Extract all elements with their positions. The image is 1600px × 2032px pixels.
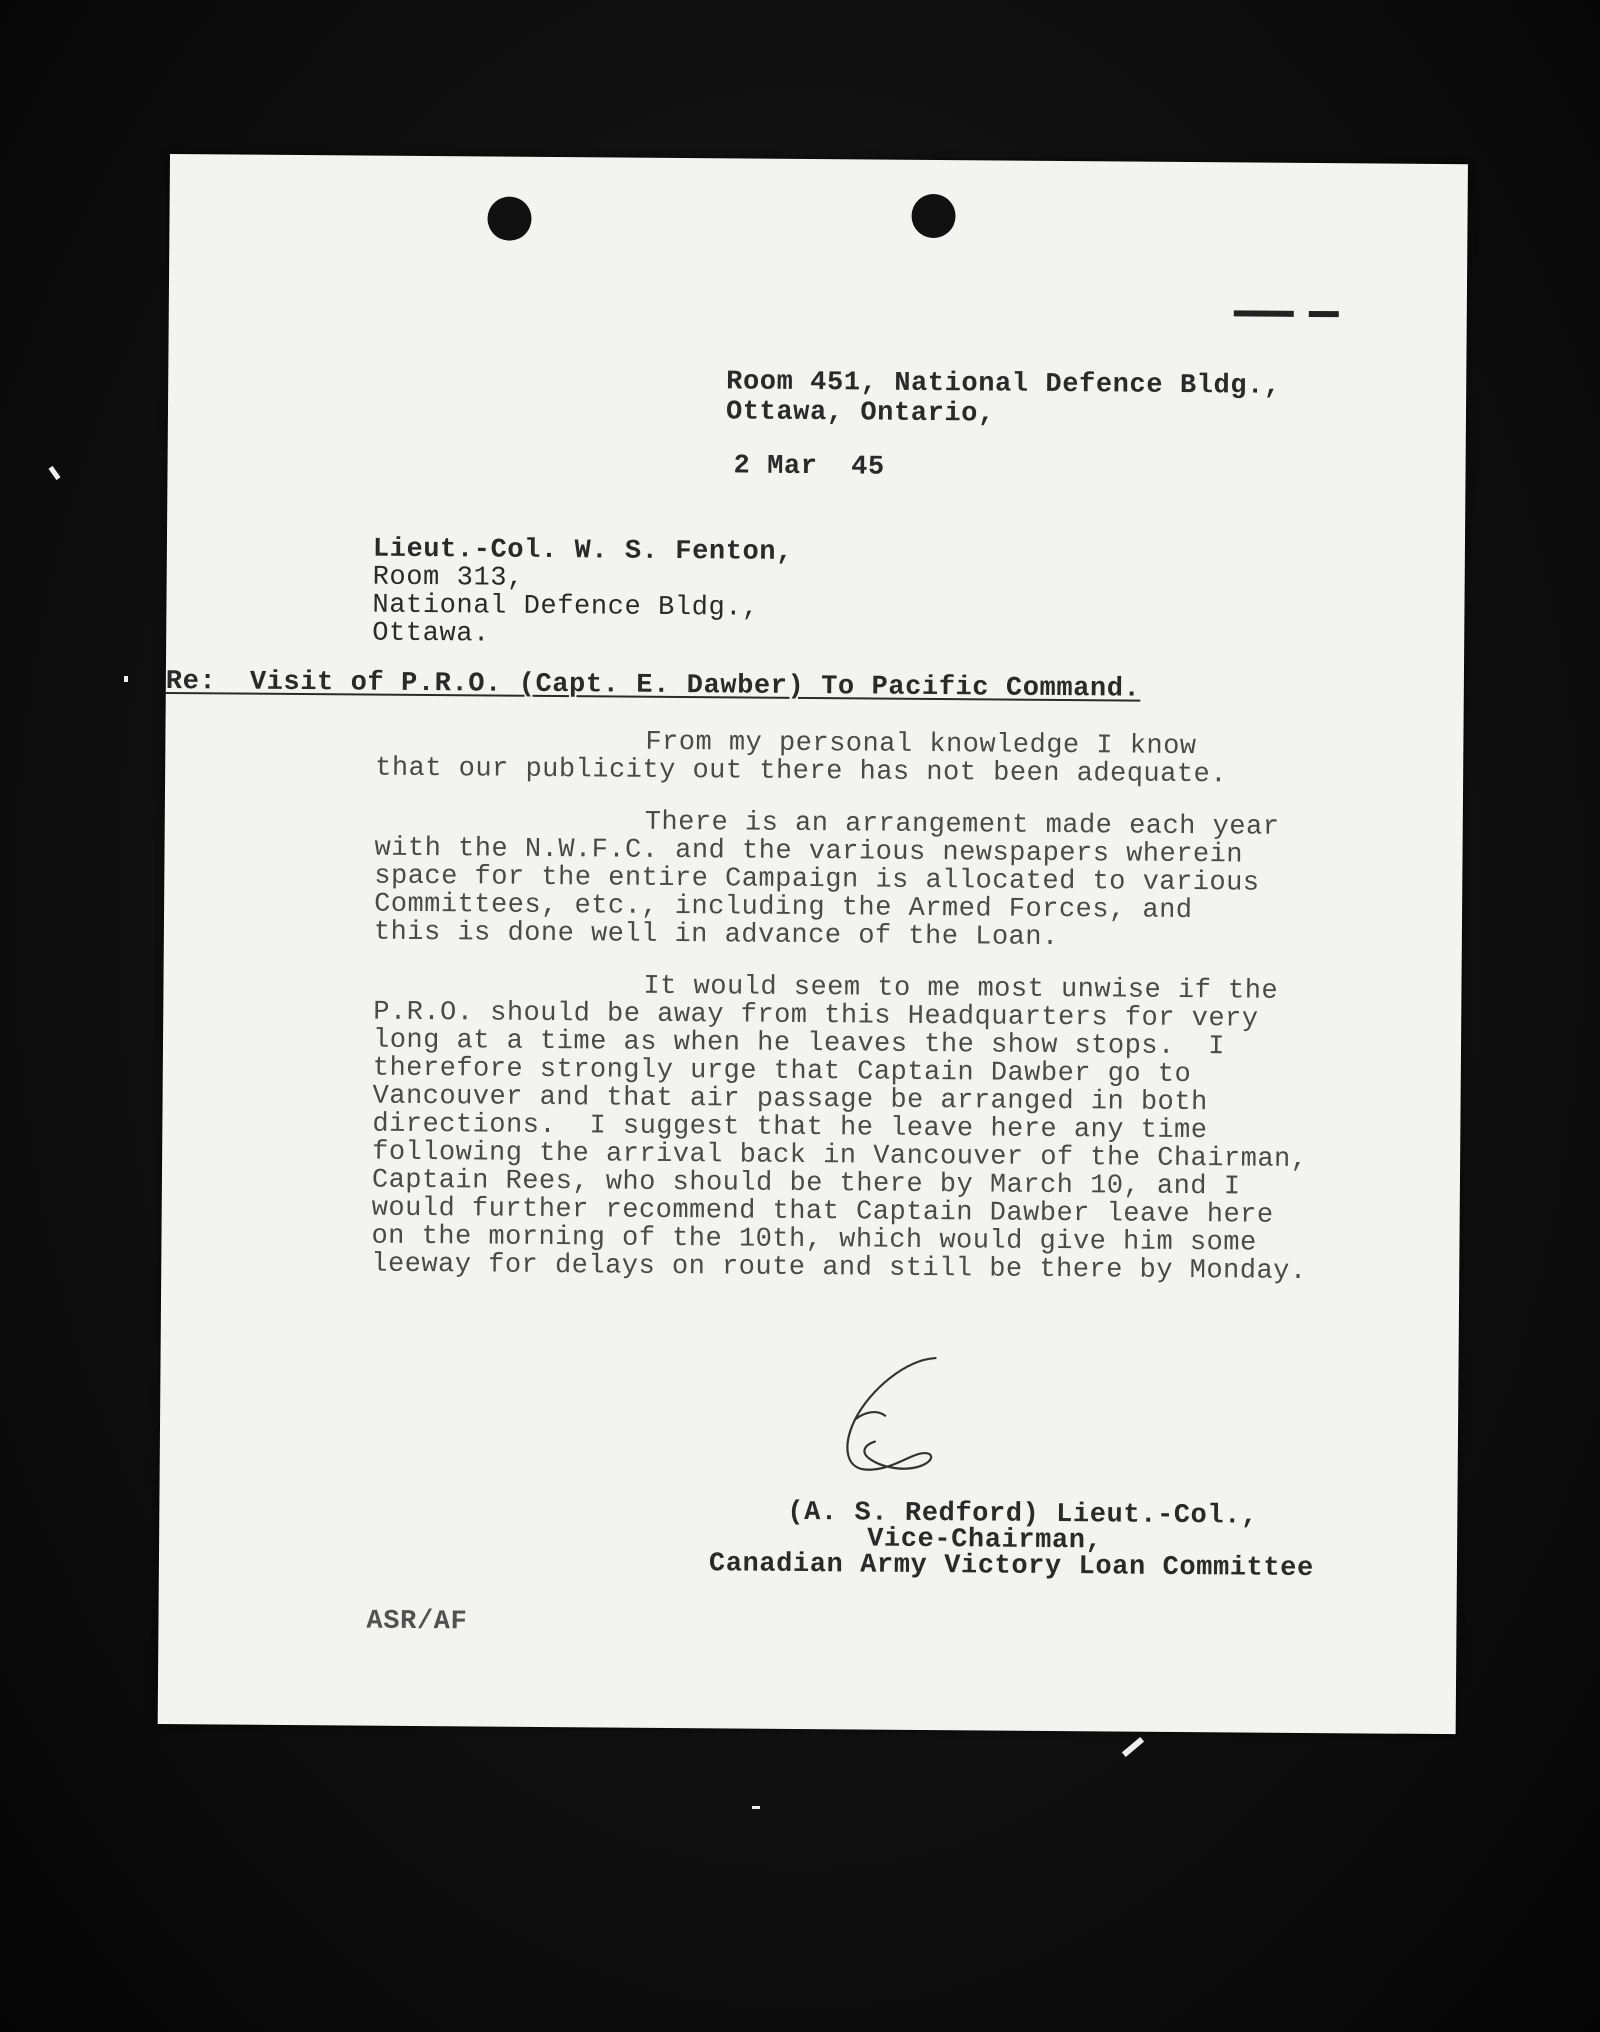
reference-initials: ASR/AF: [366, 1606, 468, 1638]
signature-org-line: Canadian Army Victory Loan Committee: [708, 1549, 1314, 1585]
punch-hole-left: [487, 196, 531, 240]
paragraph-1-line: that our publicity out there has not been adequate.: [375, 753, 1228, 791]
paragraph-2-line: this is done well in advance of the Loan.: [373, 917, 1059, 954]
paragraph-2-line: space for the entire Campaign is allocated to various: [374, 861, 1260, 899]
recipient-line-2: Room 313,: [372, 562, 525, 594]
paragraph-3-line: therefore strongly urge that Captain Dawber go to: [372, 1053, 1192, 1091]
signature-name-line: (A. S. Redford) Lieut.-Col.,: [787, 1497, 1258, 1532]
recipient-line-3: National Defence Bldg.,: [372, 590, 760, 624]
paragraph-2-line: Committees, etc., including the Armed Forces, and: [373, 889, 1193, 927]
paragraph-3-line: following the arrival back in Vancouver of the Chairman,: [372, 1137, 1308, 1175]
recipient-line-4: Ottawa.: [372, 618, 490, 650]
letter-page: [158, 154, 1468, 1734]
letter-date: 2 Mar 45: [733, 451, 885, 483]
film-speck: [124, 676, 128, 682]
signature-title-line: Vice-Chairman,: [867, 1524, 1103, 1557]
paragraph-3-line: Captain Rees, who should be there by March 10, and I: [371, 1165, 1241, 1203]
edge-mark: [1309, 311, 1339, 317]
paragraph-3-line: P.R.O. should be away from this Headquarters for very: [373, 997, 1259, 1035]
film-speck: [752, 1806, 760, 1809]
paragraph-2-line: with the N.W.F.C. and the various newspapers wherein: [374, 833, 1244, 871]
edge-mark: [1234, 310, 1294, 316]
paragraph-2-line: There is an arrangement made each year: [644, 807, 1280, 843]
film-speck: [1122, 1737, 1144, 1757]
paragraph-1-line: From my personal knowledge I know: [645, 727, 1197, 763]
paragraph-3-line: It would seem to me most unwise if the: [643, 971, 1279, 1007]
paragraph-3-line: directions. I suggest that he leave here any time: [372, 1109, 1208, 1147]
sender-address-line-2: Ottawa, Ontario,: [725, 397, 995, 430]
paragraph-3-line: Vancouver and that air passage be arranged in both: [372, 1081, 1208, 1119]
paragraph-3-line: on the morning of the 10th, which would give him some: [371, 1221, 1257, 1259]
recipient-line-1: Lieut.-Col. W. S. Fenton,: [372, 534, 794, 568]
subject-line: Re: Visit of P.R.O. (Capt. E. Dawber) To Pacific Command.: [165, 666, 1141, 705]
sender-address-line-1: Room 451, National Defence Bldg.,: [726, 367, 1281, 402]
film-speck: [48, 466, 60, 480]
paragraph-3-line: long at a time as when he leaves the show stops. I: [372, 1025, 1225, 1063]
paragraph-3-line: would further recommend that Captain Dawber leave here: [371, 1193, 1274, 1231]
punch-hole-right: [911, 194, 955, 238]
paragraph-3-line: leeway for delays on route and still be there by Monday.: [371, 1249, 1307, 1287]
handwritten-signature: [825, 1349, 966, 1490]
